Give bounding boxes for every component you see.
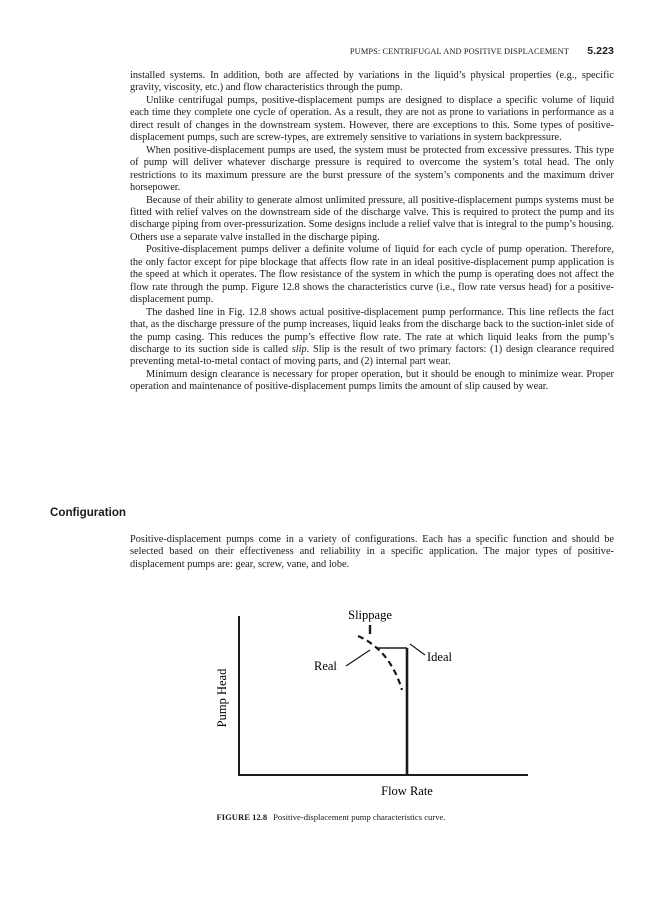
ideal-leader: [410, 644, 425, 655]
slip-text-after: . Slip is the result of two primary factors: (1) design clearance required preventing metal-to-metal contact of moving parts, and (2) internal part wear.: [130, 343, 615, 368]
page-number: 5.223: [587, 45, 614, 57]
running-title: PUMPS: CENTRIFUGAL AND POSITIVE DISPLACEMENT: [349, 47, 569, 56]
x-axis-label: Flow Rate: [381, 784, 433, 798]
real-label: Real: [314, 659, 337, 673]
paragraph-7: Minimum design clearance is necessary for proper operation, but it should be enough to minimize wear. Proper operation and maintenance of positive-displacement pumps limits the amount of slip caused by wear.: [130, 368, 614, 393]
paragraph-6: [130, 307, 614, 369]
slip-text-before: The dashed line in Fig. 12.8 shows actual positive-displacement pump performance. This line reflects the fact that, as the discharge pressure of the pump increases, liquid leaks from the discharge back to the suction-inlet side of the pump casing. This reduces the pump’s effective flow rate. The rate at which liquid leaks from the pump’s discharge to its suction side is called: [130, 306, 614, 355]
paragraph-5: Positive-displacement pumps deliver a definite volume of liquid for each cycle of pump operation. Therefore, the only factor except for pipe blockage that affects flow rate in an ideal positive-displacement pump application is the speed at which it operates. The flow resistance of the system in which the pump is operating does not affect the flow rate through the pump. Figure 12.8 shows the characteristics curve (i.e., flow rate versus head) for a positive-displacement pump.: [130, 244, 614, 306]
real-curve: [358, 636, 402, 690]
paragraph-4: Because of their ability to generate almost unlimited pressure, all positive-displacement pumps systems must be fitted with relief valves on the downstream side of the discharge valve. This is required to protect the pump and its discharge piping from over-pressurization. Some designs include a relief valve that is integral to the pump’s housing. Others use a separate valve installed in the discharge piping.: [130, 194, 614, 243]
section-heading: Configuration: [50, 506, 126, 519]
figure-12-8: [200, 598, 540, 804]
paragraph-3: When positive-displacement pumps are used, the system must be protected from excessive pressures. This type of pump will deliver whatever discharge pressure is required to overcome the system’s total head. The only restrictions to its maximum pressure are the burst pressure of the system’s components and the maximum driver horsepower.: [130, 144, 614, 194]
figure-caption: [0, 812, 662, 822]
ideal-label: Ideal: [427, 650, 452, 664]
real-leader: [346, 650, 370, 666]
caption-text: Positive-displacement pump characteristics curve.: [273, 812, 446, 822]
paragraph-1: installed systems. In addition, both are affected by variations in the liquid’s physical properties (e.g., specific gravity, viscosity, etc.) and flow characteristics through the pump.: [130, 70, 614, 94]
slippage-label: Slippage: [348, 608, 392, 622]
running-header: [130, 46, 614, 60]
y-axis-label: Pump Head: [215, 668, 229, 728]
section-text: [130, 534, 614, 571]
configuration-paragraph: Positive-displacement pumps come in a variety of configurations. Each has a specific function and should be selected based on their effectiveness and reliability in a specific application. The major types of positive-displacement pumps are: gear, screw, vane, and lobe.: [130, 534, 614, 570]
characteristics-curve: [200, 598, 540, 804]
body-text: [130, 70, 614, 394]
caption-label: FIGURE 12.8: [216, 812, 268, 822]
slip-term: slip: [291, 343, 307, 355]
paragraph-2: Unlike centrifugal pumps, positive-displacement pumps are designed to displace a specific volume of liquid each time they complete one cycle of operation. As a result, they are not as prone to variations in performance as a direct result of changes in the downstream system. However, there are exceptions to this. Some types of positive-displacement pumps, such are screw-types, are extremely sensitive to variations in system backpressure.: [130, 94, 614, 144]
